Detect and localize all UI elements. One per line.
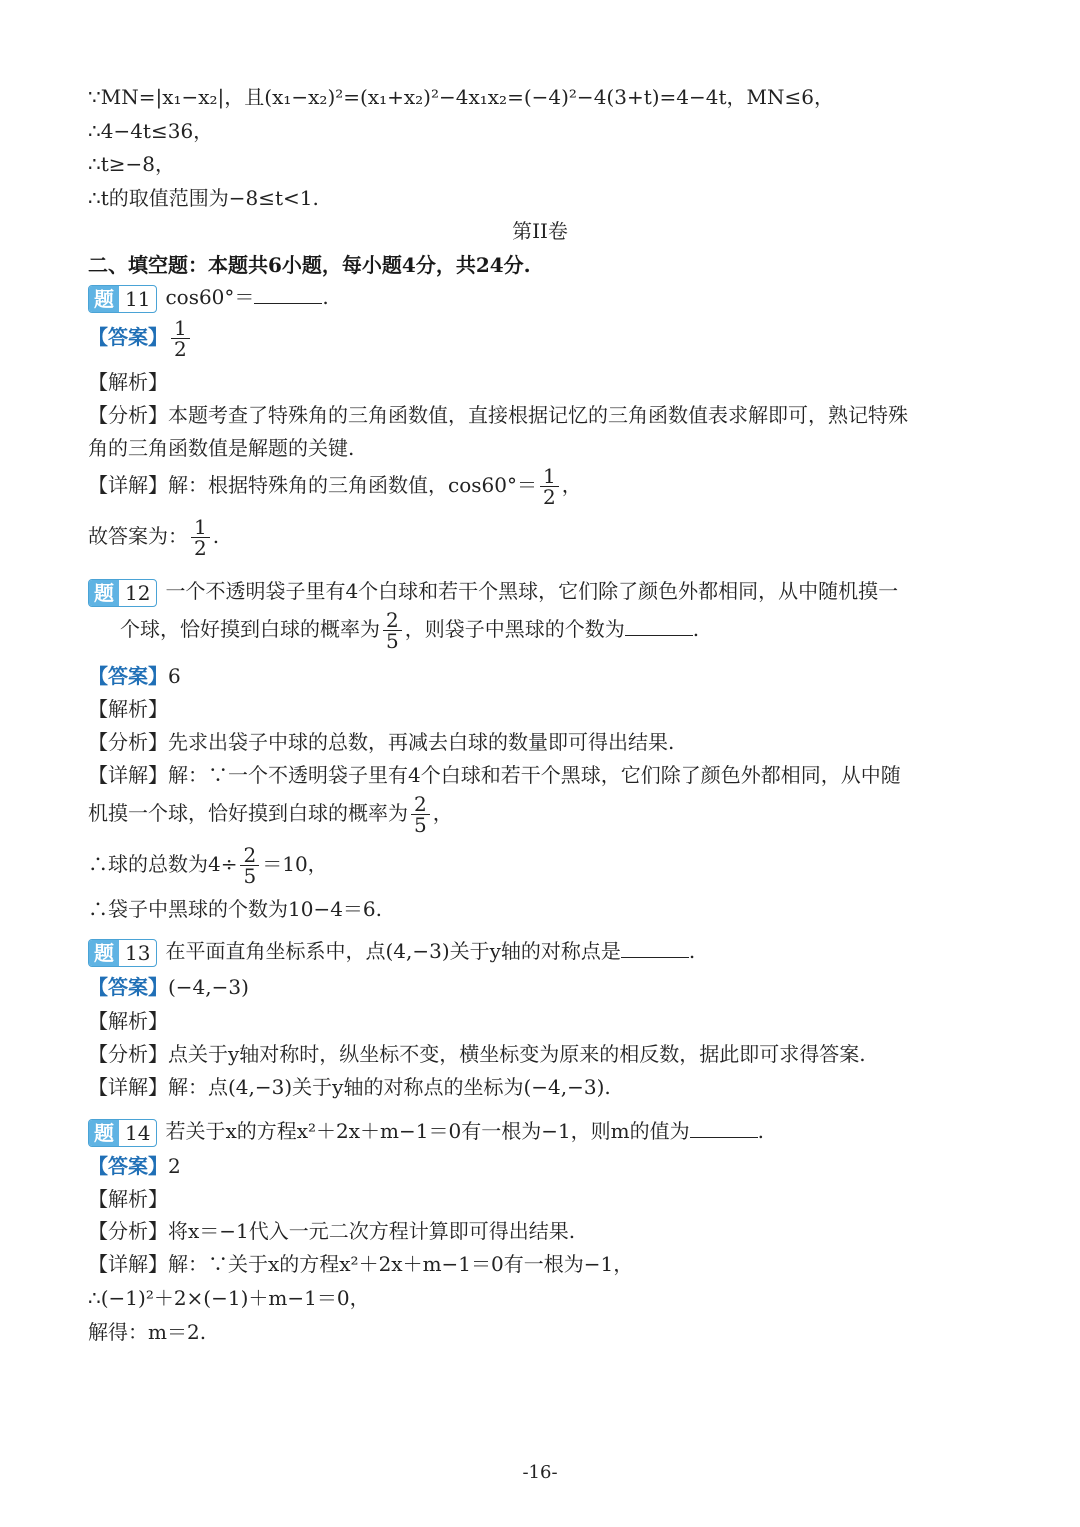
fraction: $\frac{2}{5}$ [383, 610, 402, 651]
text-line: ∴袋子中黑球的个数为10−4＝6. [88, 897, 383, 921]
fenxi-line: 【分析】点关于y轴对称时，纵坐标不变，横坐标变为原来的相反数，据此即可求得答案. [88, 1042, 866, 1066]
text-line: ∴4−4t≤36， [88, 119, 214, 143]
answer-line: 【答案】2 [88, 1154, 181, 1178]
text-line: 解得：m＝2. [88, 1320, 207, 1344]
fraction: $\frac{2}{5}$ [240, 845, 259, 886]
answer-line: 【答案】 $\frac{1}{2}$ [88, 318, 193, 359]
text-line: 角的三角函数值是解题的关键. [88, 436, 355, 460]
answer-blank [690, 1119, 758, 1138]
question-13: 题 13 在平面直角坐标系中，点(4,−3)关于y轴的对称点是 . [88, 938, 695, 967]
answer-line: 【答案】6 [88, 664, 181, 688]
fraction: $\frac{1}{2}$ [191, 517, 210, 558]
analysis-label: 【解析】 [88, 1009, 168, 1033]
question-badge: 题 14 [88, 1119, 157, 1147]
analysis-label: 【解析】 [88, 1187, 168, 1211]
section-heading: 二、填空题：本题共6小题，每小题4分，共24分. [88, 253, 531, 277]
analysis-label: 【解析】 [88, 697, 168, 721]
question-badge: 题 13 [88, 939, 157, 967]
text-line: ∴球的总数为4÷ $\frac{2}{5}$ ＝10， [88, 843, 328, 888]
fraction: $\frac{1}{2}$ [540, 466, 559, 507]
text-line: ∴t的取值范围为−8≤t<1. [88, 186, 319, 210]
question-badge: 题 11 [88, 285, 157, 313]
fraction: $\frac{1}{2}$ [171, 318, 190, 359]
fenxi-line: 【分析】将x＝−1代入一元二次方程计算即可得出结果. [88, 1219, 576, 1243]
page-number: -16- [522, 1462, 558, 1483]
text-line: 故答案为： $\frac{1}{2}$ . [88, 515, 220, 560]
fraction: $\frac{2}{5}$ [411, 794, 430, 835]
text-line: ∵MN=|x₁−x₂|，且(x₁−x₂)²=(x₁+x₂)²−4x₁x₂=(−4)²−4(3+t)=4−4t，MN≤6， [88, 85, 835, 109]
answer-line: 【答案】(−4,−3) [88, 975, 249, 999]
answer-blank [621, 939, 689, 958]
fenxi-line: 【分析】本题考查了特殊角的三角函数值，直接根据记忆的三角函数值表求解即可，熟记特殊 [88, 403, 908, 427]
answer-blank [625, 617, 693, 636]
text-line: ∴t≥−8， [88, 152, 176, 176]
analysis-label: 【解析】 [88, 370, 168, 394]
answer-blank [254, 285, 322, 304]
text-line: 个球，恰好摸到白球的概率为 $\frac{2}{5}$ ，则袋子中黑球的个数为 . [120, 608, 700, 653]
detail-line: 【详解】解：点(4,−3)关于y轴的对称点的坐标为(−4,−3). [88, 1075, 611, 1099]
question-12: 题 12 一个不透明袋子里有4个白球和若干个黑球，它们除了颜色外都相同，从中随机摸一 [88, 578, 898, 607]
volume-title: 第II卷 [512, 219, 568, 243]
detail-line: 【详解】解：∵关于x的方程x²＋2x＋m−1＝0有一根为−1， [88, 1252, 634, 1276]
text-line: ∴(−1)²＋2×(−1)＋m−1＝0， [88, 1286, 370, 1310]
detail-line: 【详解】解：∵一个不透明袋子里有4个白球和若干个黑球，它们除了颜色外都相同，从中随 [88, 763, 901, 787]
detail-line: 【详解】解：根据特殊角的三角函数值，cos60°＝ $\frac{1}{2}$ ， [88, 464, 582, 509]
question-14: 题 14 若关于x的方程x²＋2x＋m−1＝0有一根为−1，则m的值为 . [88, 1118, 764, 1147]
question-badge: 题 12 [88, 579, 157, 607]
question-11: 题 11 cos60°＝ . [88, 284, 329, 313]
text-line: 机摸一个球，恰好摸到白球的概率为 $\frac{2}{5}$ ， [88, 792, 453, 837]
fenxi-line: 【分析】先求出袋子中球的总数，再减去白球的数量即可得出结果. [88, 730, 675, 754]
